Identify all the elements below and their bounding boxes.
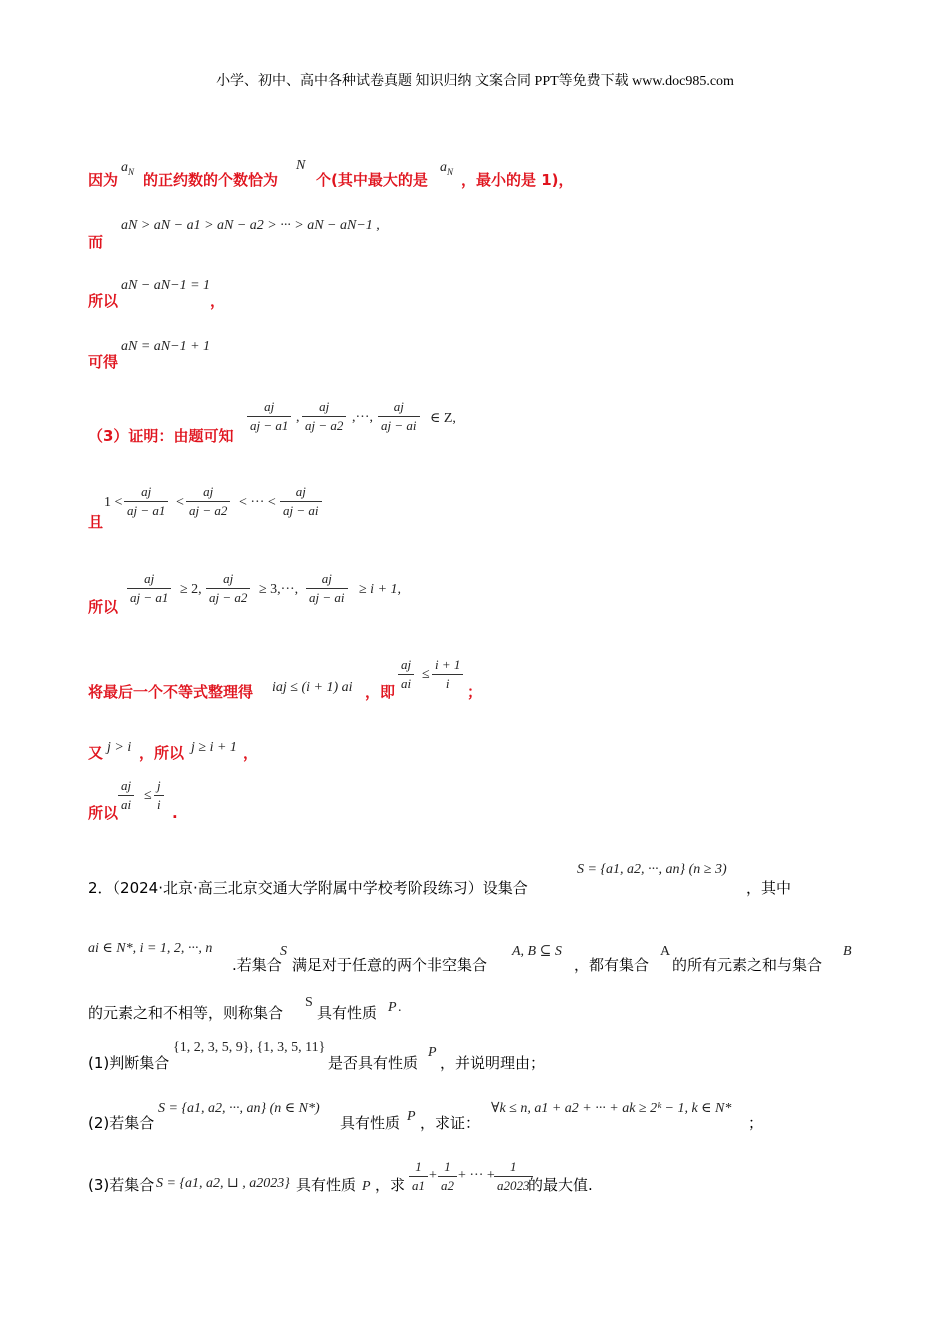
text-also: 且 [88, 513, 104, 531]
q2-satisfies: 满足对于任意的两个非空集合 [292, 956, 488, 974]
text-because: 因为 [88, 171, 119, 189]
A-symbol: A [660, 944, 671, 959]
one-lt: 1 < [104, 495, 123, 510]
q2-find: ，求 [375, 1176, 406, 1194]
le: ≤ [144, 788, 152, 803]
q2-max: 的最大值. [528, 1176, 593, 1194]
q2-where: ，其中 [746, 879, 792, 897]
fraction: $\frac{aj}{aj - a1}$ [247, 398, 291, 435]
fraction: $\frac{aj}{aj - a2}$ [206, 570, 250, 607]
forall-ineq: ∀k ≤ n, a1 + a2 + ··· + ak ≥ 2ᵏ − 1, k ∈ N* [491, 1101, 732, 1116]
q2-property-2: 具有性质 [340, 1114, 401, 1132]
q2-if-set: .若集合 [232, 956, 282, 974]
fraction: $\frac{aj}{aj - a1}$ [127, 570, 171, 607]
period: . [172, 804, 178, 822]
q2-part2: (2)若集合 [88, 1114, 155, 1132]
text-obtain: 可得 [88, 353, 119, 371]
B-symbol: B [843, 944, 852, 959]
q2-prove: ，求证： [420, 1114, 481, 1132]
P-symbol: P [388, 1000, 397, 1015]
q2-sum: 的所有元素之和与集合 [672, 956, 823, 974]
formula-iaj: iaj ≤ (i + 1) ai [272, 680, 353, 695]
fraction: $\frac{aj}{aj - ai}$ [306, 570, 348, 607]
sep: , [296, 410, 300, 425]
fraction: $\frac{aj}{aj - a1}$ [124, 483, 168, 520]
ge-i1: ≥ i + 1, [359, 582, 402, 597]
math-j-gt-i: j > i [107, 740, 132, 755]
text-and: 而 [88, 233, 104, 251]
ai-in-N: ai ∈ N*, i = 1, 2, ···, n [88, 941, 213, 956]
text-smallest: ，最小的是 1)， [461, 171, 574, 189]
text-comma: ， [210, 292, 226, 310]
page-header: 小学、初中、高中各种试卷真题 知识归纳 文案合同 PPT等免费下载 www.doc985.com [216, 74, 734, 89]
text-largest: 个(其中最大的是 [316, 171, 428, 189]
math-aN: $a_N$ [121, 160, 135, 177]
P-symbol: P [362, 1179, 371, 1194]
P-symbol: P [428, 1045, 437, 1060]
fraction: $\frac{j}{i}$ [154, 777, 164, 814]
semicolon: ； [467, 683, 483, 701]
q2-part1: (1)判断集合 [88, 1054, 170, 1072]
q2-property-3: 具有性质 [296, 1176, 357, 1194]
math-aN-2: $a_N$ [440, 160, 454, 177]
q2-all: ，都有集合 [574, 956, 650, 974]
text-again: 又 [88, 744, 104, 762]
fraction: $\frac{aj}{aj - ai}$ [378, 398, 420, 435]
set-S-2023: S = {a1, a2, ⊔ , a2023} [156, 1176, 290, 1191]
fraction: $\frac{aj}{ai}$ [118, 777, 134, 814]
formula-recur: aN = aN−1 + 1 [121, 339, 211, 354]
q2-property: 具有性质 [317, 1004, 378, 1022]
comma: ， [243, 744, 259, 762]
formula-diff: aN − aN−1 = 1 [121, 278, 211, 293]
sets-example: {1, 2, 3, 5, 9}, {1, 3, 5, 11} [173, 1040, 326, 1055]
fraction: $\frac{1}{a2023}$ [494, 1158, 533, 1195]
ge2: ≥ 2, [180, 582, 202, 597]
P-symbol: P [407, 1109, 416, 1124]
text-so: 所以 [88, 292, 119, 310]
fraction: $\frac{1}{a2}$ [438, 1158, 457, 1195]
text-divisors: 的正约数的个数恰为 [143, 171, 279, 189]
A-B-subset: A, B ⊆ S [512, 944, 562, 959]
q2-def: 的元素之和不相等，则称集合 [88, 1004, 284, 1022]
fraction: $\frac{1}{a1}$ [409, 1158, 428, 1195]
period: . [398, 1000, 402, 1015]
lt: < [176, 495, 184, 510]
math-N: N [296, 158, 306, 173]
set-S-n: S = {a1, a2, ···, an} (n ∈ N*) [158, 1101, 320, 1116]
lt-dots: < ··· < [239, 495, 276, 510]
le: ≤ [422, 667, 430, 682]
q2-explain: ，并说明理由； [440, 1054, 546, 1072]
set-S: S = {a1, a2, ···, an} (n ≥ 3) [577, 862, 727, 877]
fraction: $\frac{aj}{aj - ai}$ [280, 483, 322, 520]
ge3: ≥ 3,···, [259, 582, 299, 597]
math-j-ge: j ≥ i + 1 [191, 740, 237, 755]
fraction: $\frac{aj}{aj - a2}$ [302, 398, 346, 435]
text-so-2: 所以 [88, 598, 119, 616]
semicolon: ； [748, 1114, 764, 1132]
formula-chain: aN > aN − a1 > aN − a2 > ··· > aN − aN−1 , [121, 218, 380, 233]
plus: + [429, 1168, 437, 1183]
S-symbol-2: S [305, 995, 313, 1010]
S-symbol: S [280, 944, 287, 959]
fraction: $\frac{aj}{aj - a2}$ [186, 483, 230, 520]
sep: ,···, [352, 410, 373, 425]
plus-dots: + ··· + [458, 1168, 495, 1183]
text-ie: ，即 [365, 683, 396, 701]
text-rearrange: 将最后一个不等式整理得 [88, 683, 254, 701]
text-so-4: 所以 [88, 804, 119, 822]
q2-intro: 2．（2024·北京·高三北京交通大学附属中学校考阶段练习）设集合 [88, 879, 528, 897]
text-so-3: ，所以 [139, 744, 185, 762]
q2-part3: (3)若集合 [88, 1176, 155, 1194]
in-Z: ∈ Z, [430, 411, 456, 426]
fraction: $\frac{i + 1}{i}$ [432, 656, 463, 693]
q2-whether: 是否具有性质 [328, 1054, 419, 1072]
text-proof3: （3）证明：由题可知 [88, 427, 234, 445]
fraction: $\frac{aj}{ai}$ [398, 656, 414, 693]
